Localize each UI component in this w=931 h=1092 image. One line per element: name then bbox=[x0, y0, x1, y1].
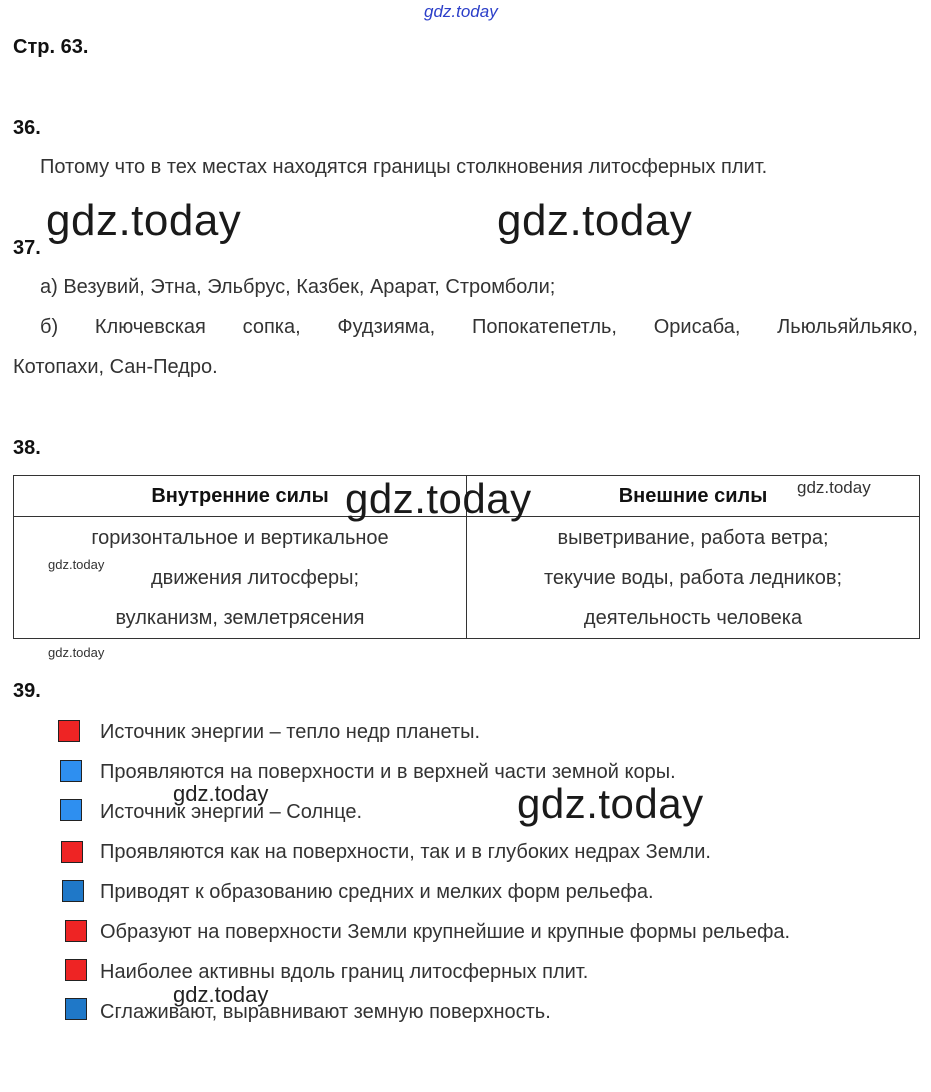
color-square-internal bbox=[61, 841, 83, 863]
task-37-word: сопка, bbox=[242, 316, 301, 338]
task-39-item: Сглаживают, выравнивают земную поверхность. bbox=[100, 1001, 551, 1023]
watermark-table-large: gdz.today bbox=[345, 475, 532, 522]
task-38-number: 38. bbox=[13, 437, 41, 459]
task-39-item: Источник энергии – тепло недр планеты. bbox=[100, 721, 481, 743]
task-37-line-b bbox=[13, 316, 918, 339]
watermark-list-1: gdz.today bbox=[173, 781, 269, 806]
task-37-word: Ключевская bbox=[94, 316, 206, 338]
task-39-item: Проявляются на поверхности и в верхней части земной коры. bbox=[100, 761, 676, 783]
internal-line: вулканизм, землетрясения bbox=[115, 607, 365, 629]
watermark-table-left: gdz.today bbox=[48, 557, 105, 572]
color-square-external bbox=[60, 760, 82, 782]
task-39-item: Образуют на поверхности Земли крупнейшие и крупные формы рельефа. bbox=[100, 921, 791, 943]
task-39-item: Наиболее активны вдоль границ литосферных плит. bbox=[100, 961, 589, 983]
color-square-internal bbox=[65, 920, 87, 942]
cell-internal-forces bbox=[14, 517, 467, 639]
watermark-table-right: gdz.today bbox=[797, 478, 871, 497]
watermark-list-2: gdz.today bbox=[173, 982, 269, 1007]
color-square-internal bbox=[58, 720, 80, 742]
task-36-number: 36. bbox=[13, 117, 41, 139]
color-square-external bbox=[60, 799, 82, 821]
task-37-line-b2: Котопахи, Сан-Педро. bbox=[13, 356, 218, 378]
task-37-line-a: а) Везувий, Этна, Эльбрус, Казбек, Арарат, Стромболи; bbox=[40, 276, 556, 298]
color-square-internal bbox=[65, 959, 87, 981]
internal-line: горизонтальное и вертикальное bbox=[91, 527, 389, 549]
watermark-list-large: gdz.today bbox=[517, 780, 704, 827]
page-label: Стр. 63. bbox=[13, 36, 89, 58]
task-36-text: Потому что в тех местах находятся границы столкновения литосферных плит. bbox=[40, 156, 768, 178]
task-39-item: Приводят к образованию средних и мелких форм рельефа. bbox=[100, 881, 654, 903]
header-external-forces: Внешние силы bbox=[467, 476, 920, 517]
external-line: деятельность человека bbox=[583, 607, 803, 629]
task-39-number: 39. bbox=[13, 680, 41, 702]
task-37-word: Попокатепетль, bbox=[471, 316, 617, 338]
external-line: выветривание, работа ветра; bbox=[557, 527, 829, 549]
watermark-large-1: gdz.today bbox=[46, 196, 242, 245]
task-37-word: б) bbox=[40, 316, 59, 338]
watermark-large-2: gdz.today bbox=[497, 196, 693, 245]
cell-external-forces bbox=[467, 517, 920, 639]
task-37-word: Льюльяйльяко, bbox=[777, 316, 918, 338]
internal-line: движения литосферы; bbox=[150, 567, 360, 589]
watermark-top: gdz.today bbox=[424, 2, 498, 21]
task-39-item: Источник энергии – Солнце. bbox=[100, 801, 363, 823]
task-39-item: Проявляются как на поверхности, так и в глубоких недрах Земли. bbox=[100, 841, 711, 863]
watermark-below-table: gdz.today bbox=[48, 645, 105, 660]
external-line: текучие воды, работа ледников; bbox=[543, 567, 843, 589]
task-37-word: Фудзияма, bbox=[337, 316, 436, 338]
task-37-number: 37. bbox=[13, 237, 41, 259]
header-internal-forces: Внутренние силы bbox=[14, 476, 467, 517]
color-square-external bbox=[62, 880, 84, 902]
task-37-word: Орисаба, bbox=[653, 316, 741, 338]
color-square-external bbox=[65, 998, 87, 1020]
